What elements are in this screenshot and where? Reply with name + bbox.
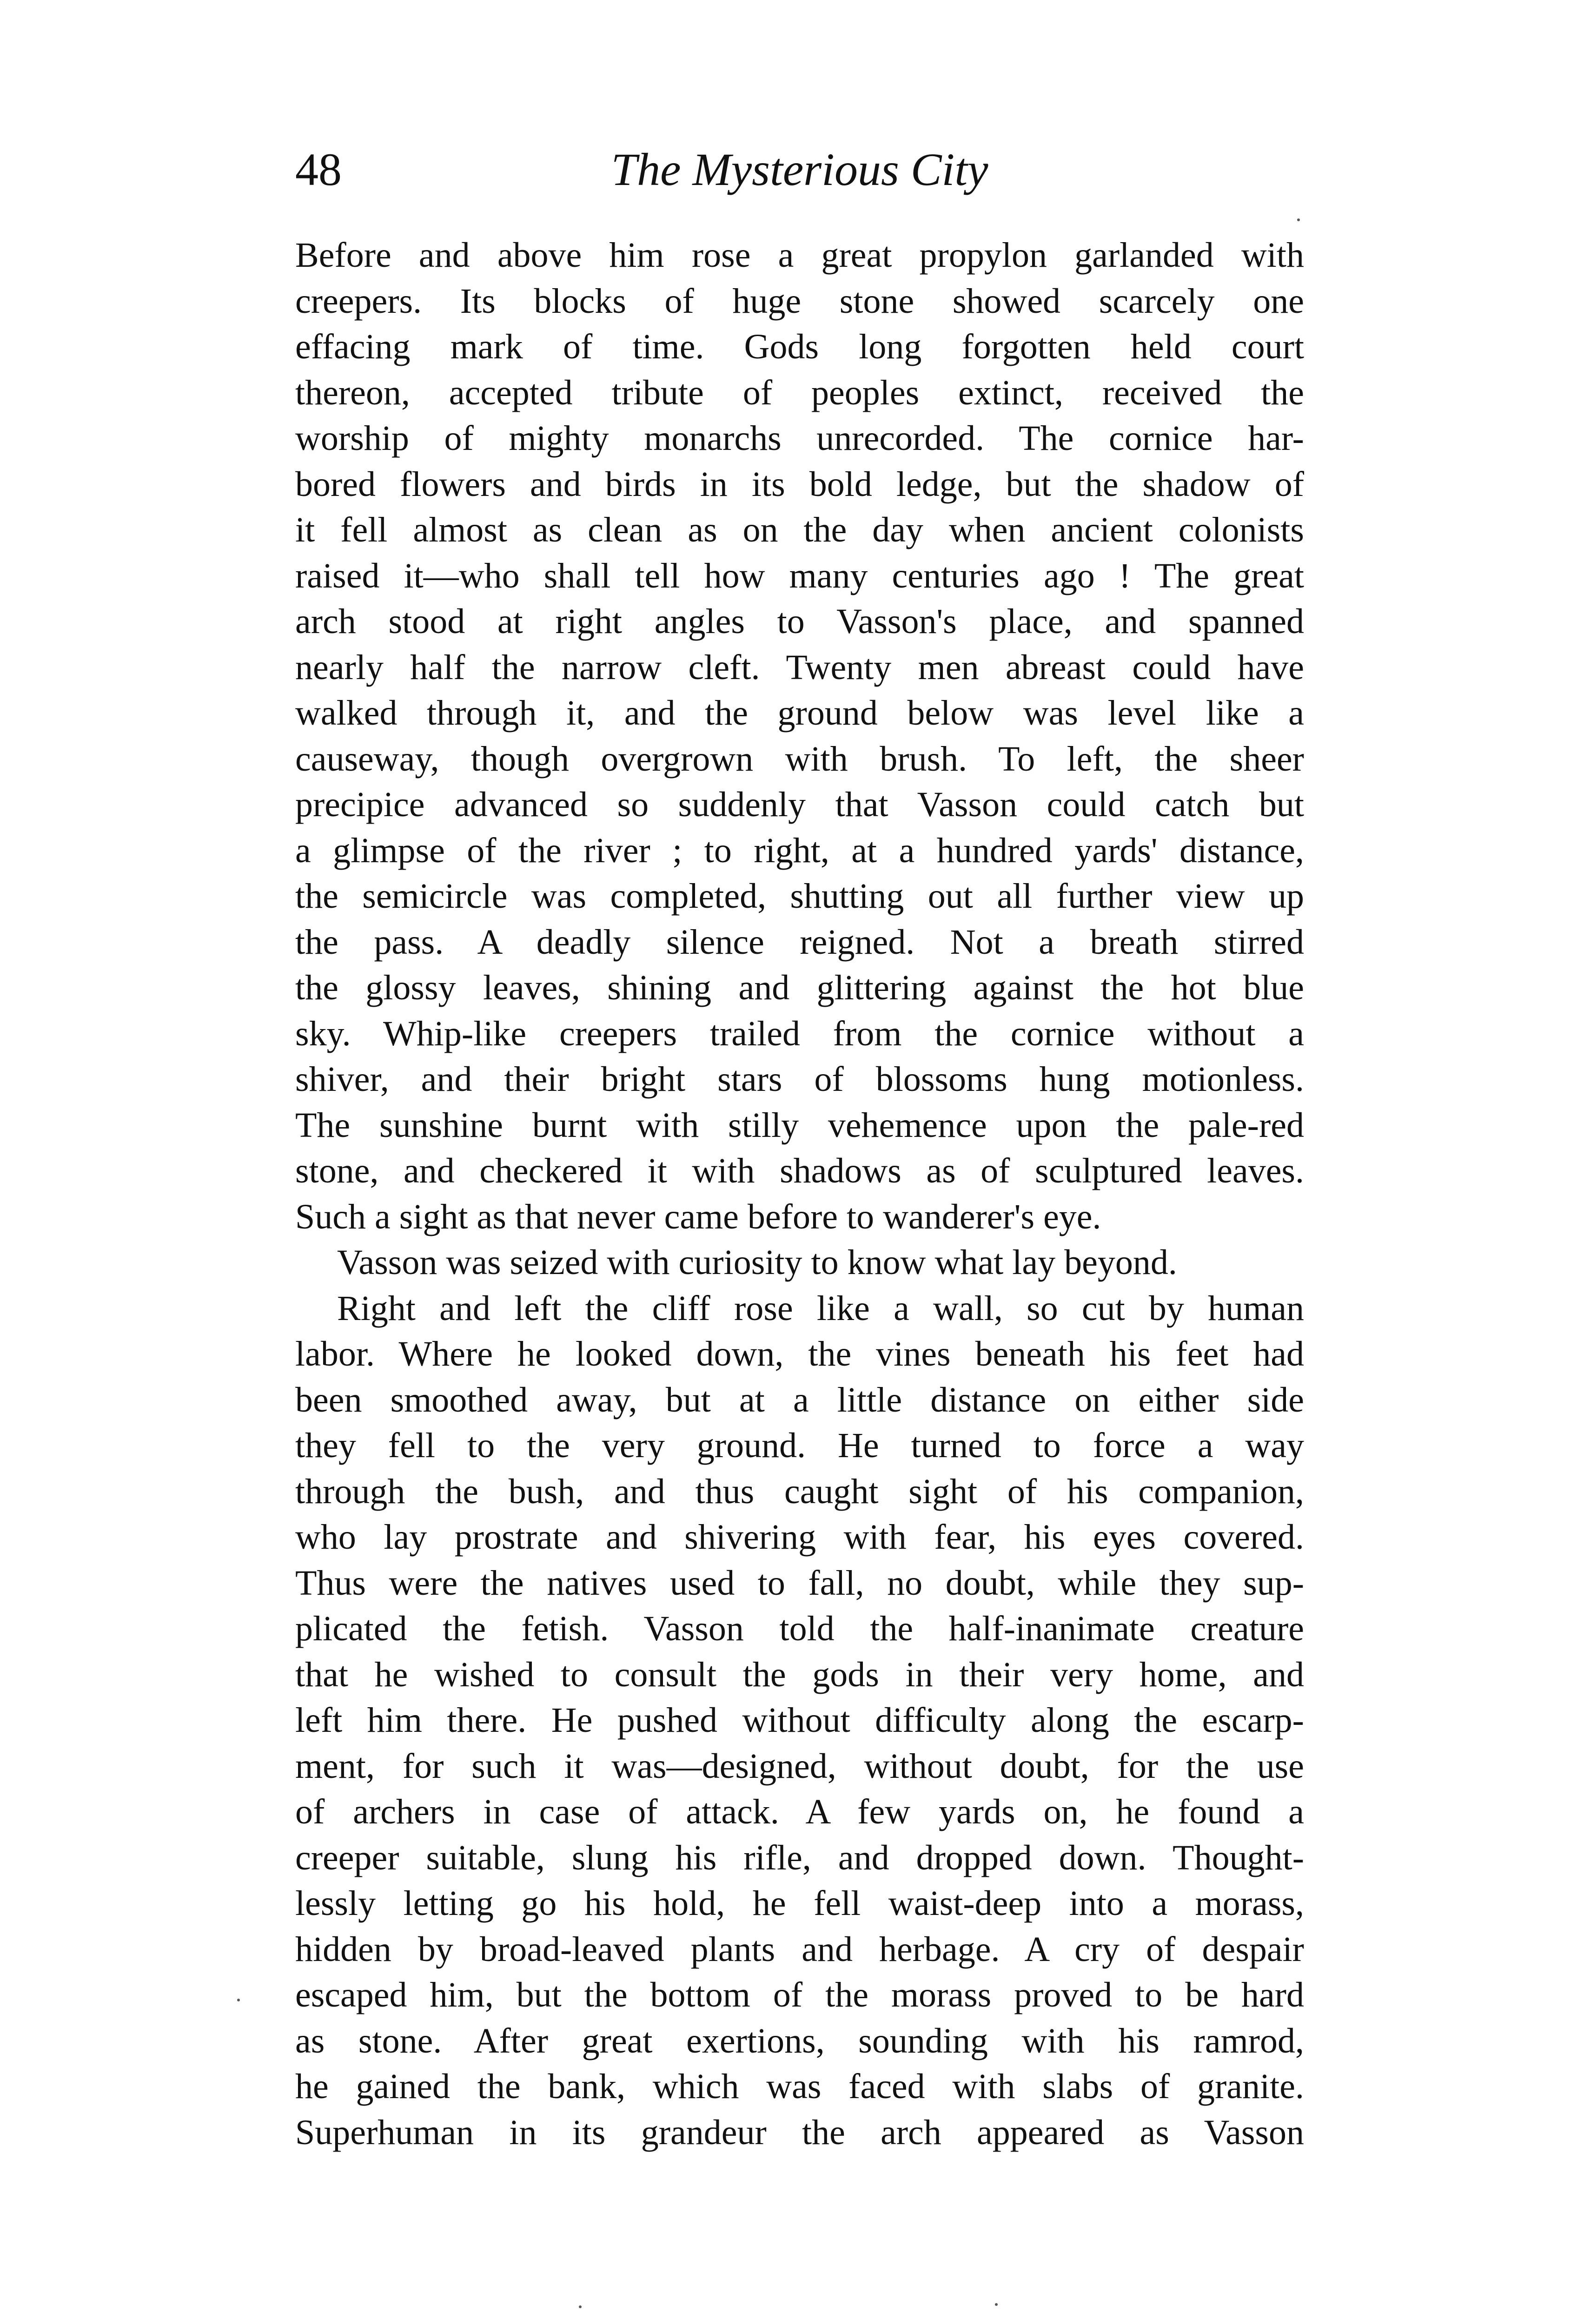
scan-speck: [237, 1999, 240, 2001]
text-line: walked through it, and the ground below was level like a: [295, 693, 1304, 733]
body-text: [295, 232, 1304, 2155]
text-line: left him there. He pushed without difficulty along the escarp-: [295, 1701, 1304, 1740]
text-line: creeper suitable, slung his rifle, and dropped down. Thought-: [295, 1838, 1304, 1877]
text-line: lessly letting go his hold, he fell waist-deep into a morass,: [295, 1884, 1304, 1923]
text-line: causeway, though overgrown with brush. To left, the sheer: [295, 739, 1304, 779]
text-line: Superhuman in its grandeur the arch appeared as Vasson: [295, 2113, 1304, 2152]
text-line: who lay prostrate and shivering with fear, his eyes covered.: [295, 1518, 1304, 1557]
text-line: shiver, and their bright stars of blossoms hung motionless.: [295, 1060, 1304, 1099]
page-header: [295, 139, 1304, 200]
text-line: Right and left the cliff rose like a wall, so cut by human: [337, 1288, 1304, 1328]
text-line: Before and above him rose a great propylon garlanded with: [295, 236, 1304, 275]
text-line: effacing mark of time. Gods long forgotten held court: [295, 327, 1304, 366]
text-line: the pass. A deadly silence reigned. Not a breath stirred: [295, 922, 1304, 962]
text-line: thereon, accepted tribute of peoples extinct, received the: [295, 373, 1304, 412]
text-line: he gained the bank, which was faced with slabs of granite.: [295, 2067, 1304, 2106]
text-line: worship of mighty monarchs unrecorded. The cornice har-: [295, 419, 1304, 458]
text-line: it fell almost as clean as on the day when ancient colonists: [295, 510, 1304, 549]
page-number: 48: [295, 144, 342, 195]
paragraph: [295, 1286, 1304, 2156]
running-title: The Mysterious City: [611, 144, 988, 195]
text-line: the glossy leaves, shining and glittering against the hot blue: [295, 968, 1304, 1007]
text-line: plicated the fetish. Vasson told the half-inanimate creature: [295, 1609, 1304, 1648]
text-line: sky. Whip-like creepers trailed from the cornice without a: [295, 1014, 1304, 1053]
text-line: The sunshine burnt with stilly vehemence upon the pale-red: [295, 1105, 1304, 1145]
paragraph: [295, 1240, 1304, 1286]
text-line: nearly half the narrow cleft. Twenty men abreast could have: [295, 647, 1304, 687]
text-line: hidden by broad-leaved plants and herbage. A cry of despair: [295, 1929, 1304, 1969]
text-line: the semicircle was completed, shutting out all further view up: [295, 877, 1304, 916]
text-line: they fell to the very ground. He turned to force a way: [295, 1426, 1304, 1465]
scan-speck: [1297, 218, 1300, 221]
text-line: labor. Where he looked down, the vines beneath his feet had: [295, 1334, 1304, 1373]
text-line: bored flowers and birds in its bold ledge, but the shadow of: [295, 464, 1304, 504]
text-line: through the bush, and thus caught sight of his companion,: [295, 1472, 1304, 1511]
text-line: as stone. After great exertions, sounding with his ramrod,: [295, 2021, 1304, 2060]
text-line: stone, and checkered it with shadows as of sculptured leaves.: [295, 1151, 1304, 1190]
text-line: Such a sight as that never came before to wanderer's eye.: [295, 1197, 1101, 1236]
text-line: escaped him, but the bottom of the morass proved to be hard: [295, 1975, 1304, 2014]
text-line: creepers. Its blocks of huge stone showed scarcely one: [295, 281, 1304, 321]
text-line: that he wished to consult the gods in their very home, and: [295, 1655, 1304, 1694]
text-line: Vasson was seized with curiosity to know what lay beyond.: [337, 1243, 1177, 1282]
text-line: been smoothed away, but at a little distance on either side: [295, 1380, 1304, 1419]
text-line: precipice advanced so suddenly that Vasson could catch but: [295, 785, 1304, 824]
scan-speck: [579, 2305, 582, 2308]
text-line: arch stood at right angles to Vasson's place, and spanned: [295, 602, 1304, 641]
paragraph: [295, 232, 1304, 1240]
scan-speck: [995, 2303, 998, 2306]
text-line: a glimpse of the river ; to right, at a hundred yards' distance,: [295, 831, 1304, 870]
text-line: Thus were the natives used to fall, no doubt, while they sup-: [295, 1563, 1304, 1603]
text-line: raised it—who shall tell how many centuries ago ! The great: [295, 556, 1304, 595]
text-line: ment, for such it was—designed, without doubt, for the use: [295, 1746, 1304, 1786]
text-line: of archers in case of attack. A few yards on, he found a: [295, 1792, 1304, 1831]
